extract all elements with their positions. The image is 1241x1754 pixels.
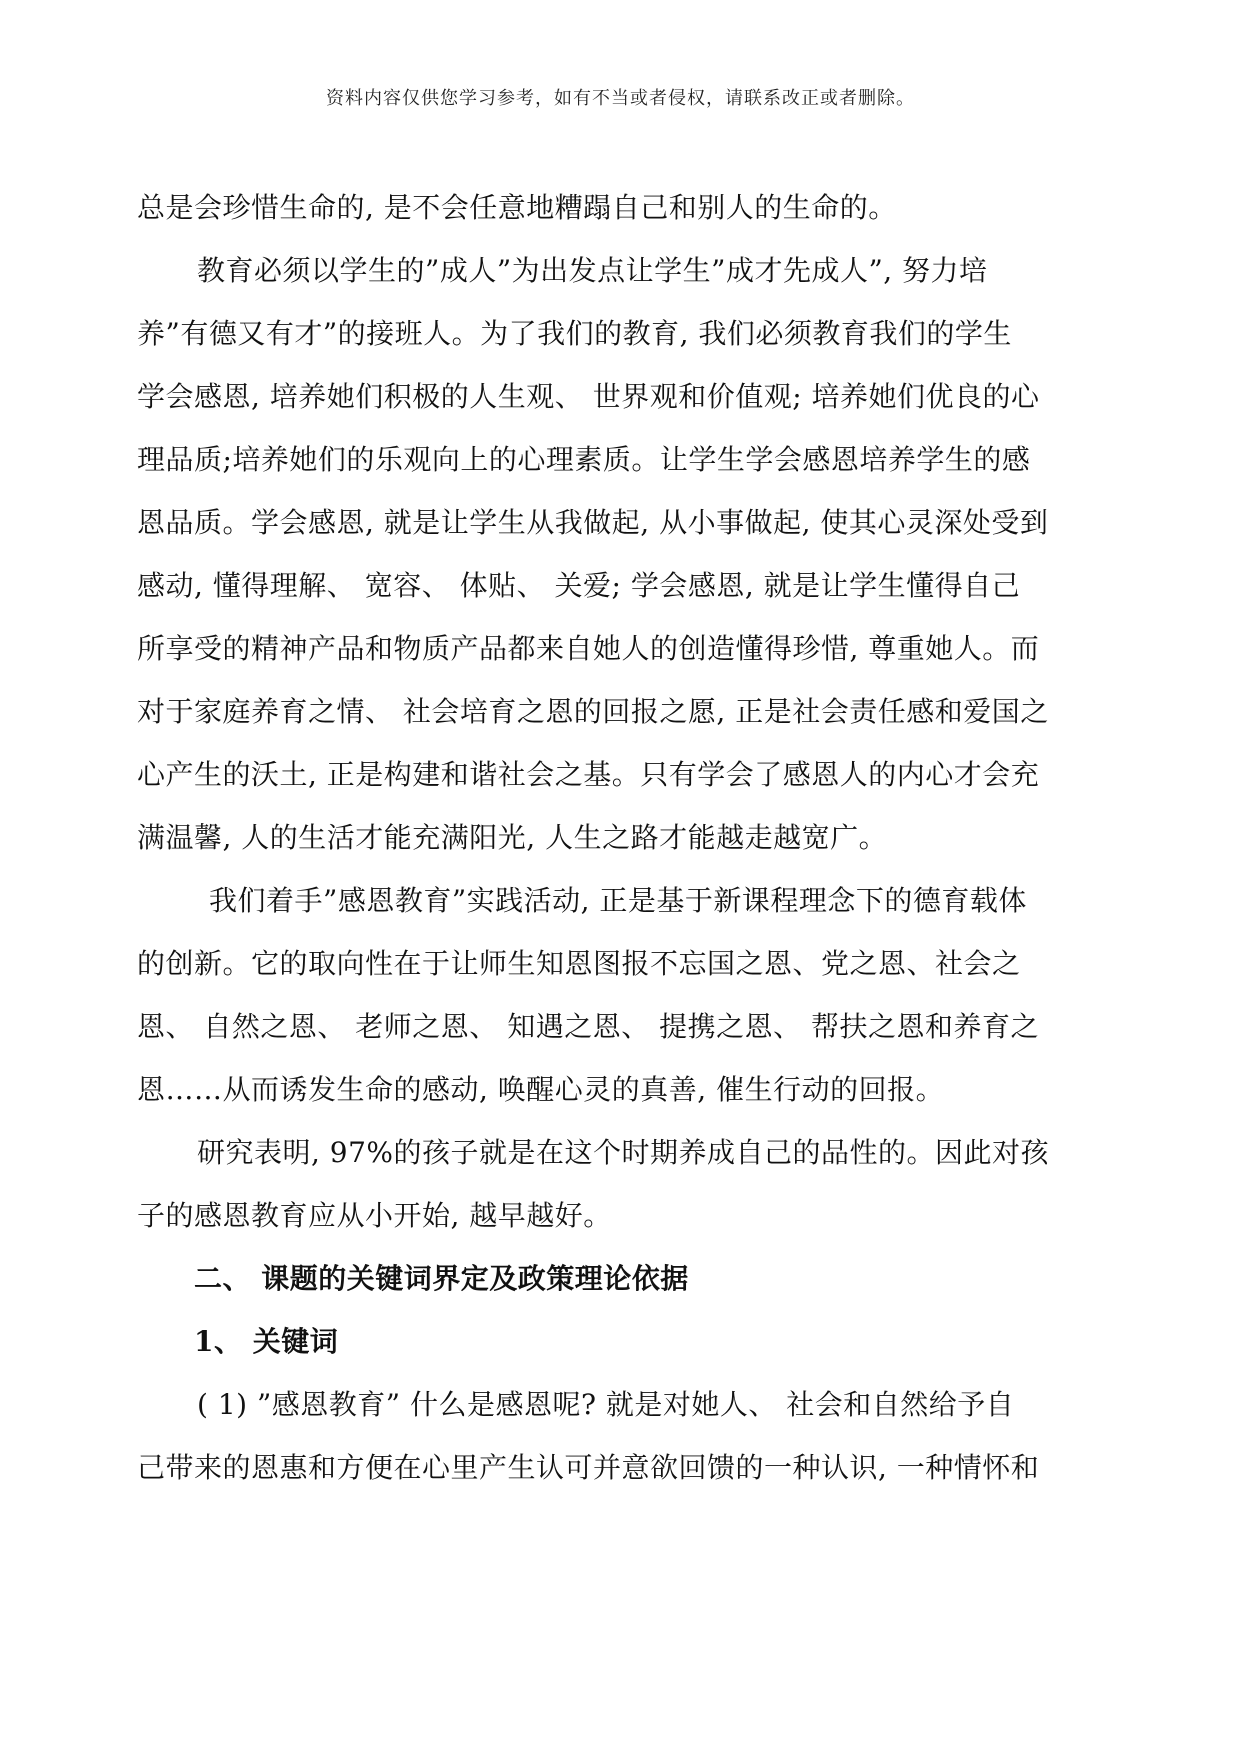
paragraph-line: 学会感恩, 培养她们积极的人生观、 世界观和价值观; 培养她们优良的心 xyxy=(137,380,1040,413)
paragraph-line: 所享受的精神产品和物质产品都来自她人的创造懂得珍惜, 尊重她人。而 xyxy=(137,632,1040,665)
paragraph-line: 养”有德又有才”的接班人。为了我们的教育, 我们必须教育我们的学生 xyxy=(137,317,1012,350)
paragraph-line: 教育必须以学生的”成人”为出发点让学生”成才先成人”, 努力培 xyxy=(197,254,988,287)
document-body xyxy=(137,176,1122,1499)
section-heading: 二、 课题的关键词界定及政策理论依据 xyxy=(194,1262,689,1295)
paragraph-line: 对于家庭养育之情、 社会培育之恩的回报之愿, 正是社会责任感和爱国之 xyxy=(137,695,1049,728)
paragraph-line: 总是会珍惜生命的, 是不会任意地糟蹋自己和别人的生命的。 xyxy=(137,191,897,224)
paragraph-line: 恩、 自然之恩、 老师之恩、 知遇之恩、 提携之恩、 帮扶之恩和养育之 xyxy=(137,1010,1040,1043)
disclaimer-header: 资料内容仅供您学习参考，如有不当或者侵权，请联系改正或者删除。 xyxy=(326,88,915,109)
paragraph-line: 子的感恩教育应从小开始, 越早越好。 xyxy=(137,1199,612,1232)
paragraph-line: 心产生的沃土, 正是构建和谐社会之基。只有学会了感恩人的内心才会充 xyxy=(137,758,1040,791)
paragraph-line: 恩……从而诱发生命的感动, 唤醒心灵的真善, 催生行动的回报。 xyxy=(137,1073,945,1106)
paragraph-line: ( 1) ”感恩教育” 什么是感恩呢? 就是对她人、 社会和自然给予自 xyxy=(197,1388,1015,1421)
paragraph-line: 感动, 懂得理解、 宽容、 体贴、 关爱; 学会感恩, 就是让学生懂得自己 xyxy=(137,569,1021,602)
paragraph-line: 满温馨, 人的生活才能充满阳光, 人生之路才能越走越宽广。 xyxy=(137,821,888,854)
paragraph-line: 我们着手”感恩教育”实践活动, 正是基于新课程理念下的德育载体 xyxy=(209,884,1027,917)
paragraph-line: 的创新。它的取向性在于让师生知恩图报不忘国之恩、党之恩、社会之 xyxy=(137,947,1021,980)
paragraph-line: 理品质;培养她们的乐观向上的心理素质。让学生学会感恩培养学生的感 xyxy=(137,443,1031,476)
paragraph-line: 恩品质。学会感恩, 就是让学生从我做起, 从小事做起, 使其心灵深处受到 xyxy=(137,506,1049,539)
subsection-heading: 1、 关键词 xyxy=(194,1325,339,1358)
paragraph-line: 己带来的恩惠和方便在心里产生认可并意欲回馈的一种认识, 一种情怀和 xyxy=(137,1451,1040,1484)
paragraph-line: 研究表明, 97%的孩子就是在这个时期养成自己的品性的。因此对孩 xyxy=(197,1136,1050,1169)
